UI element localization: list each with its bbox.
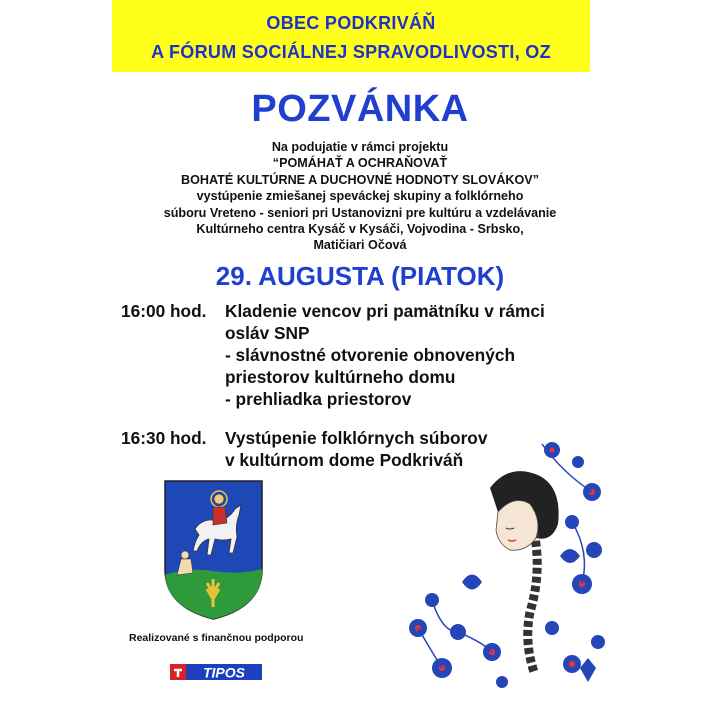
schedule-line: Kladenie vencov pri pamätníku v rámci (225, 301, 545, 321)
schedule-line: v kultúrnom dome Podkriváň (225, 450, 464, 470)
funding-credit: Realizované s finančnou podporou (129, 632, 304, 644)
intro-line: Na podujatie v rámci projektu (271, 140, 449, 154)
intro-text (140, 139, 580, 254)
schedule-line: Vystúpenie folklórnych súborov (225, 428, 488, 448)
intro-line: súboru Vreteno - seniori pri Ustanovizni pre kultúru a vzdelávanie (163, 205, 557, 220)
intro-line: “POMÁHAŤ A OCHRAŇOVAŤ (272, 156, 448, 171)
tipos-logo (170, 662, 262, 682)
header-line-2: A FÓRUM SOCIÁLNEJ SPRAVODLIVOSTI, OZ (151, 42, 551, 62)
intro-line: BOHATÉ KULTÚRNE A DUCHOVNÉ HODNOTY SLOVÁKOV” (181, 172, 539, 187)
schedule-line: - slávnostné otvorenie obnovených (225, 345, 516, 365)
event-date: 29. AUGUSTA (PIATOK) (215, 261, 505, 291)
intro-line: vystúpenie zmiešanej speváckej skupiny a folklórneho (196, 189, 524, 204)
coat-of-arms-icon (163, 479, 264, 621)
header-line-1: OBEC PODKRIVÁŇ (266, 13, 436, 33)
schedule-line: osláv SNP (225, 323, 310, 343)
schedule-time: 16:30 hod. (121, 428, 207, 448)
tipos-logo-text: TIPOS (202, 664, 246, 681)
schedule-line: priestorov kultúrneho domu (225, 367, 456, 387)
intro-line: Kultúrneho centra Kysáč v Kysáči, Vojvodina - Srbsko, (196, 222, 524, 237)
schedule-time: 16:00 hod. (121, 301, 207, 321)
folk-girl-artwork-icon (402, 432, 608, 690)
schedule-line: - prehliadka priestorov (225, 389, 412, 409)
intro-line: Matičiari Očová (313, 238, 407, 253)
header-banner (112, 0, 590, 72)
page-title: POZVÁNKA (251, 88, 469, 130)
